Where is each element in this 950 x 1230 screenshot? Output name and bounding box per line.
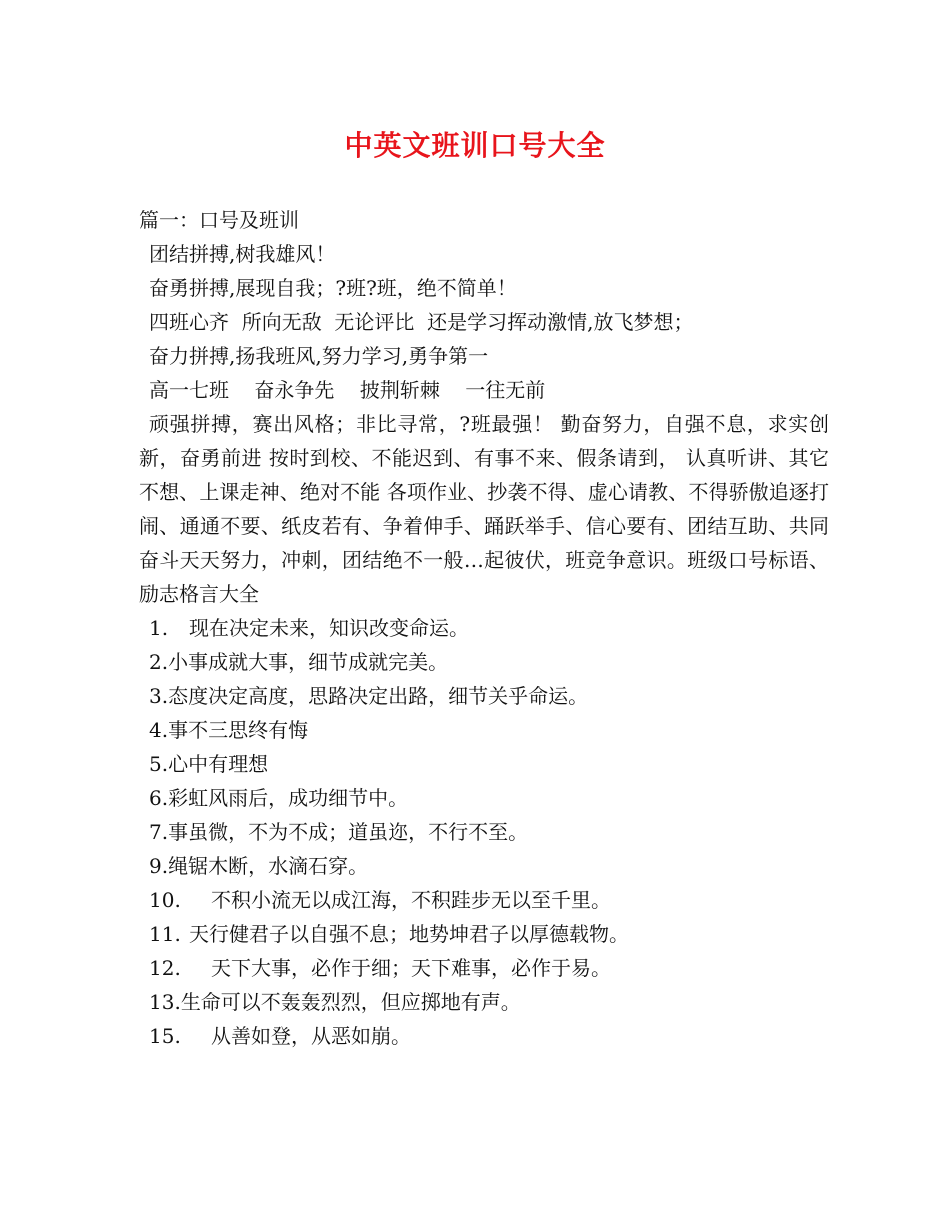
item-text: 事不三思终有悔	[168, 718, 309, 742]
item-text: 心中有理想	[168, 752, 269, 776]
item-text: 彩虹风雨后，成功细节中。	[168, 786, 409, 810]
section-heading: 篇一：口号及班训	[139, 208, 299, 232]
numbered-item	[139, 781, 829, 815]
document-body	[139, 203, 829, 1053]
item-text: 天下大事，必作于细；天下难事，必作于易。	[211, 956, 611, 980]
numbered-item	[139, 645, 829, 679]
slogan-line: 高一七班 奋永争先 披荆斩棘 一往无前	[149, 378, 546, 402]
item-text: 小事成就大事，细节成就完美。	[168, 650, 449, 674]
slogan-line: 团结拼搏,树我雄风！	[149, 242, 336, 266]
numbered-item	[139, 611, 829, 645]
numbered-item	[139, 747, 829, 781]
numbered-item	[139, 1019, 829, 1053]
item-text: 事虽微，不为不成；道虽迩，不行不至。	[168, 820, 529, 844]
document-title: 中英文班训口号大全	[344, 129, 606, 162]
numbered-item	[139, 917, 829, 951]
numbered-item	[139, 985, 829, 1019]
item-number: 12.	[149, 956, 181, 980]
item-number: 5.	[149, 752, 169, 776]
body-paragraph: 顽强拼搏，赛出风格；非比寻常，?班最强！ 勤奋努力，自强不息，求实创新，奋勇前进 按时到校、不能迟到、有事不来、假条请到， 认真听讲、其它不想、上课走神、绝对不能 各项作业、抄袭不得、虚心请教、不得骄傲追逐打闹、通通不要、纸皮若有、争着伸手、踊跃举手、信心要有、团结互助、共同奋斗天天努力，冲刺，团结绝不一般…起彼伏，班竞争意识。班级口号标语、励志格言大全	[139, 412, 829, 606]
item-text: 从善如登，从恶如崩。	[211, 1024, 411, 1048]
item-text: 天行健君子以自强不息；地势坤君子以厚德载物。	[189, 922, 629, 946]
item-number: 11.	[149, 922, 181, 946]
item-text: 现在决定未来，知识改变命运。	[189, 616, 469, 640]
numbered-item	[139, 815, 829, 849]
item-number: 13.	[149, 990, 181, 1014]
numbered-list	[139, 611, 829, 1053]
item-text: 态度决定高度，思路决定出路，细节关乎命运。	[168, 684, 589, 708]
numbered-item	[139, 713, 829, 747]
item-number: 9.	[149, 854, 169, 878]
item-text: 生命可以不轰轰烈烈，但应掷地有声。	[180, 990, 521, 1014]
item-number: 3.	[149, 684, 169, 708]
numbered-item	[139, 883, 829, 917]
item-number: 4.	[149, 718, 169, 742]
item-text: 绳锯木断，水滴石穿。	[168, 854, 369, 878]
item-number: 2.	[149, 650, 169, 674]
item-number: 10.	[149, 888, 181, 912]
item-number: 1.	[149, 616, 169, 640]
item-number: 7.	[149, 820, 169, 844]
item-text: 不积小流无以成江海，不积跬步无以至千里。	[211, 888, 611, 912]
numbered-item	[139, 679, 829, 713]
slogan-line: 奋力拼搏,扬我班风,努力学习,勇争第一	[149, 344, 489, 368]
slogan-line: 四班心齐 所向无敌 无论评比 还是学习挥动激情,放飞梦想；	[149, 310, 694, 334]
item-number: 15.	[149, 1024, 181, 1048]
numbered-item	[139, 951, 829, 985]
item-number: 6.	[149, 786, 169, 810]
slogan-line: 奋勇拼搏,展现自我；?班?班，绝不简单！	[149, 276, 517, 300]
numbered-item	[139, 849, 829, 883]
